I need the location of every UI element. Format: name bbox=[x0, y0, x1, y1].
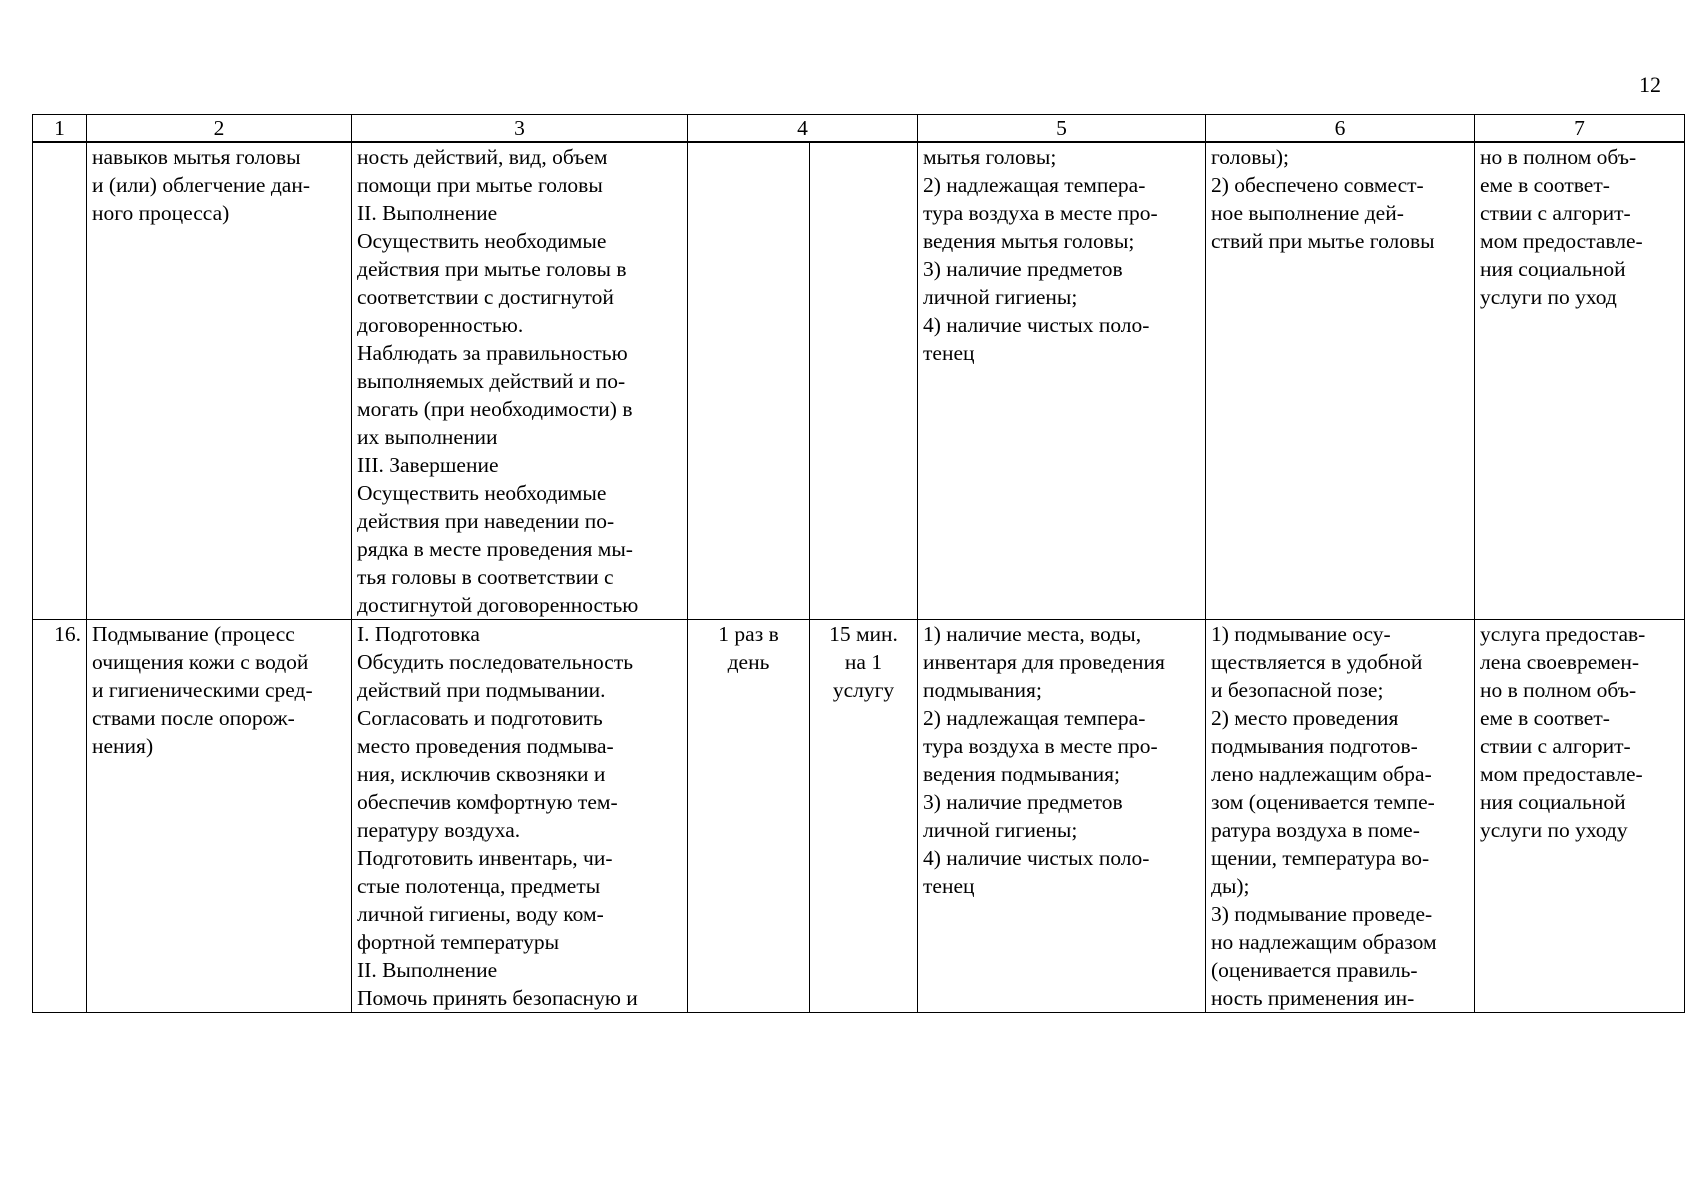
cell-text-line: услуги по уход bbox=[1480, 285, 1617, 309]
header-col-7: 7 bbox=[1475, 115, 1685, 143]
cell-text-line: личной гигиены; bbox=[923, 285, 1078, 309]
cell-text-line: ствий при мытье головы bbox=[1211, 229, 1435, 253]
cell-text-line: стые полотенца, предметы bbox=[357, 874, 601, 898]
cell-text-line: 3) подмывание проведе- bbox=[1211, 902, 1433, 926]
cell-text-line: личной гигиены; bbox=[923, 818, 1078, 842]
cell-text-line: 1) наличие места, воды, bbox=[923, 622, 1142, 646]
cell-text-line: I. Подготовка bbox=[357, 622, 480, 646]
cell-text-line: мытья головы; bbox=[923, 145, 1057, 169]
cell-text-line: Осуществить необходимые bbox=[357, 229, 607, 253]
cell-text-line: тенец bbox=[923, 341, 975, 365]
cell-text-line: лена своевремен- bbox=[1480, 650, 1640, 674]
cell-text-line: помощи при мытье головы bbox=[357, 173, 603, 197]
cell-text-line: инвентаря для проведения bbox=[923, 650, 1165, 674]
cell-text-line: обеспечив комфортную тем- bbox=[357, 790, 618, 814]
cell-duration bbox=[810, 142, 918, 620]
page-number: 12 bbox=[1639, 72, 1661, 97]
cell-frequency bbox=[688, 142, 810, 620]
cell-text-line: день bbox=[727, 650, 770, 674]
header-col-4: 4 bbox=[688, 115, 918, 143]
cell-text-line: ведения мытья головы; bbox=[923, 229, 1135, 253]
cell-text-line: действий при подмывании. bbox=[357, 678, 606, 702]
cell-service-description bbox=[352, 620, 688, 1013]
cell-text-line: выполняемых действий и по- bbox=[357, 369, 626, 393]
cell-number bbox=[33, 142, 87, 620]
cell-text-line: 2) надлежащая темпера- bbox=[923, 173, 1146, 197]
cell-text-line: но надлежащим образом bbox=[1211, 930, 1437, 954]
cell-text-line: 2) надлежащая темпера- bbox=[923, 706, 1146, 730]
cell-text-line: 3) наличие предметов bbox=[923, 257, 1123, 281]
cell-text-line: ность действий, вид, объем bbox=[357, 145, 608, 169]
cell-text-line: ствии с алгорит- bbox=[1480, 734, 1631, 758]
cell-text-line: 15 мин. bbox=[829, 622, 898, 646]
cell-text-line: пературу воздуха. bbox=[357, 818, 521, 842]
cell-text-line: очищения кожи с водой bbox=[92, 650, 309, 674]
cell-text-line: и гигиеническими сред- bbox=[92, 678, 313, 702]
cell-text-line: тенец bbox=[923, 874, 975, 898]
cell-text-line: III. Завершение bbox=[357, 453, 499, 477]
cell-text-line: 4) наличие чистых поло- bbox=[923, 846, 1150, 870]
cell-text-line: на 1 bbox=[844, 650, 883, 674]
cell-text-line: ное выполнение дей- bbox=[1211, 201, 1404, 225]
cell-text-line: 4) наличие чистых поло- bbox=[923, 313, 1150, 337]
cell-conditions bbox=[918, 142, 1206, 620]
cell-text-line: 16. bbox=[54, 622, 81, 646]
cell-text-line: ность применения ин- bbox=[1211, 986, 1415, 1010]
cell-number bbox=[33, 620, 87, 1013]
cell-text-line: личной гигиены, воду ком- bbox=[357, 902, 604, 926]
cell-text-line: ствами после опорож- bbox=[92, 706, 295, 730]
cell-text-line: Обсудить последовательность bbox=[357, 650, 634, 674]
cell-text-line: услуга предостав- bbox=[1480, 622, 1646, 646]
table-row bbox=[33, 142, 1685, 620]
cell-text-line: действия при наведении по- bbox=[357, 509, 615, 533]
cell-service-name bbox=[87, 620, 352, 1013]
header-col-2: 2 bbox=[87, 115, 352, 143]
cell-text-line: ния социальной bbox=[1480, 790, 1626, 814]
cell-text-line: Подготовить инвентарь, чи- bbox=[357, 846, 613, 870]
cell-text-line: 3) наличие предметов bbox=[923, 790, 1123, 814]
cell-text-line: щении, температура во- bbox=[1211, 846, 1430, 870]
cell-text-line: фортной температуры bbox=[357, 930, 560, 954]
cell-text-line: ществляется в удобной bbox=[1211, 650, 1423, 674]
cell-text-line: 2) место проведения bbox=[1211, 706, 1399, 730]
cell-text-line: 1) подмывание осу- bbox=[1211, 622, 1391, 646]
cell-text-line: тура воздуха в месте про- bbox=[923, 734, 1158, 758]
cell-text-line: соответствии с достигнутой bbox=[357, 285, 614, 309]
cell-service-name bbox=[87, 142, 352, 620]
cell-text-line: договоренностью. bbox=[357, 313, 524, 337]
services-table bbox=[32, 114, 1685, 1013]
cell-text-line: услуги по уходу bbox=[1480, 818, 1628, 842]
cell-text-line: достигнутой договоренностью bbox=[357, 593, 639, 617]
cell-text-line: действия при мытье головы в bbox=[357, 257, 627, 281]
cell-text-line: подмывания подготов- bbox=[1211, 734, 1418, 758]
cell-text-line: ния, исключив сквозняки и bbox=[357, 762, 606, 786]
cell-text-line: мом предоставле- bbox=[1480, 229, 1643, 253]
cell-quality-indicators bbox=[1206, 620, 1475, 1013]
cell-text-line: тья головы в соответствии с bbox=[357, 565, 614, 589]
cell-evaluation bbox=[1475, 620, 1685, 1013]
cell-text-line: Помочь принять безопасную и bbox=[357, 986, 638, 1010]
header-col-6: 6 bbox=[1206, 115, 1475, 143]
cell-evaluation bbox=[1475, 142, 1685, 620]
cell-text-line: ведения подмывания; bbox=[923, 762, 1120, 786]
cell-text-line: Согласовать и подготовить bbox=[357, 706, 603, 730]
cell-text-line: ного процесса) bbox=[92, 201, 230, 225]
cell-text-line: еме в соответ- bbox=[1480, 706, 1610, 730]
cell-text-line: услугу bbox=[832, 678, 895, 702]
cell-text-line: ды); bbox=[1211, 874, 1250, 898]
cell-text-line: Подмывание (процесс bbox=[92, 622, 295, 646]
cell-text-line: нения) bbox=[92, 734, 154, 758]
cell-frequency bbox=[688, 620, 810, 1013]
cell-text-line: 1 раз в bbox=[718, 622, 779, 646]
cell-conditions bbox=[918, 620, 1206, 1013]
cell-text-line: навыков мытья головы bbox=[92, 145, 301, 169]
cell-text-line: головы); bbox=[1211, 145, 1289, 169]
cell-service-description bbox=[352, 142, 688, 620]
cell-text-line: но в полном объ- bbox=[1480, 145, 1637, 169]
cell-text-line: подмывания; bbox=[923, 678, 1042, 702]
cell-text-line: 2) обеспечено совмест- bbox=[1211, 173, 1424, 197]
cell-text-line: ния социальной bbox=[1480, 257, 1626, 281]
cell-text-line: (оценивается правиль- bbox=[1211, 958, 1418, 982]
cell-text-line: рядка в месте проведения мы- bbox=[357, 537, 633, 561]
cell-text-line: II. Выполнение bbox=[357, 958, 498, 982]
cell-duration bbox=[810, 620, 918, 1013]
cell-text-line: и безопасной позе; bbox=[1211, 678, 1384, 702]
cell-text-line: мом предоставле- bbox=[1480, 762, 1643, 786]
cell-text-line: их выполнении bbox=[357, 425, 498, 449]
cell-text-line: ствии с алгорит- bbox=[1480, 201, 1631, 225]
cell-text-line: II. Выполнение bbox=[357, 201, 498, 225]
cell-text-line: лено надлежащим обра- bbox=[1211, 762, 1432, 786]
table-row bbox=[33, 620, 1685, 1013]
cell-text-line: но в полном объ- bbox=[1480, 678, 1637, 702]
header-col-1: 1 bbox=[33, 115, 87, 143]
cell-text-line: тура воздуха в месте про- bbox=[923, 201, 1158, 225]
cell-text-line: еме в соответ- bbox=[1480, 173, 1610, 197]
cell-text-line: Осуществить необходимые bbox=[357, 481, 607, 505]
header-row bbox=[33, 115, 1685, 143]
cell-quality-indicators bbox=[1206, 142, 1475, 620]
header-col-5: 5 bbox=[918, 115, 1206, 143]
cell-text-line: ратура воздуха в поме- bbox=[1211, 818, 1420, 842]
cell-text-line: и (или) облегчение дан- bbox=[92, 173, 310, 197]
cell-text-line: Наблюдать за правильностью bbox=[357, 341, 628, 365]
cell-text-line: могать (при необходимости) в bbox=[357, 397, 633, 421]
header-col-3: 3 bbox=[352, 115, 688, 143]
cell-text-line: зом (оценивается темпе- bbox=[1211, 790, 1435, 814]
cell-text-line: место проведения подмыва- bbox=[357, 734, 614, 758]
